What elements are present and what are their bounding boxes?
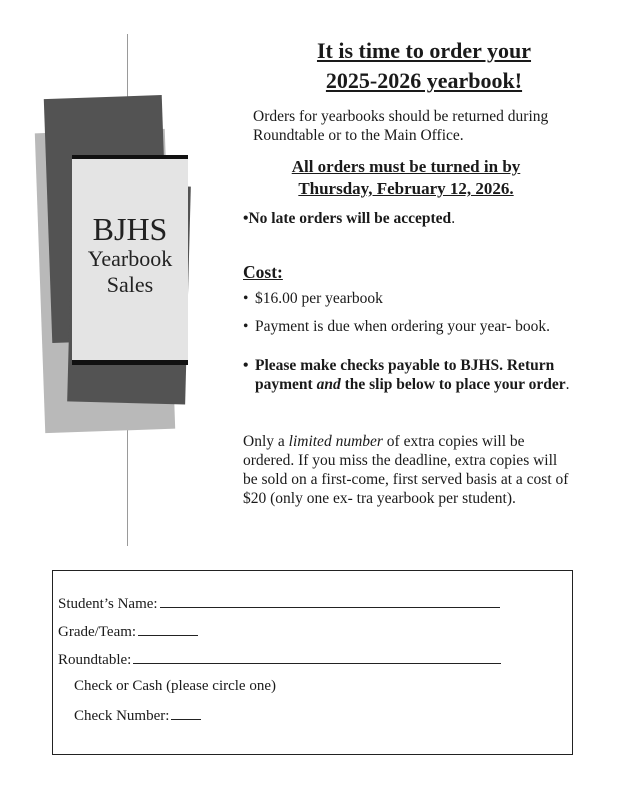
- intro-text: Orders for yearbooks should be returned during Roundtable or to the Main Office.: [253, 108, 549, 144]
- no-late-period: .: [451, 210, 456, 227]
- extra-copies-text: [243, 432, 573, 508]
- deadline-line-2: Thursday, February 12, 2026.: [298, 179, 514, 198]
- title-line-1: It is time to order your: [316, 38, 532, 63]
- cost-item-bullet: •: [243, 290, 249, 307]
- check-number-row: [74, 705, 201, 725]
- graphic-bar-bottom: [72, 360, 188, 365]
- cost-item-checks: [243, 356, 573, 394]
- check-number-label: Check Number:: [74, 708, 170, 724]
- title-line-2: 2025-2026 yearbook!: [325, 68, 523, 93]
- cost-item-bullet: •: [243, 357, 249, 374]
- no-late-text: No late orders will be accepted: [248, 210, 452, 227]
- roundtable-label: Roundtable:: [58, 652, 132, 668]
- graphic-line-yearbook: Yearbook: [87, 246, 173, 271]
- cost-item-payment: [243, 317, 573, 336]
- cost-heading: Cost:: [243, 262, 283, 282]
- graphic-bar-top: [72, 155, 188, 159]
- checks-period: .: [565, 376, 570, 393]
- checks-part-2: the slip below to place your order: [340, 376, 566, 393]
- roundtable-row: [58, 649, 501, 669]
- extra-italic: limited number: [288, 433, 383, 450]
- check-number-field[interactable]: [171, 705, 201, 720]
- deadline-notice: [246, 156, 566, 200]
- extra-part-2: of extra copies will be ordered. If you miss the deadline, extra copies will be sold on a first-come, first served basis at a cost of $20 (only one ex- tra yearbook per student).: [243, 433, 569, 507]
- student-name-label: Student’s Name:: [58, 596, 158, 612]
- cost-item-bullet: •: [243, 318, 249, 335]
- deadline-line-1: All orders must be turned in by: [291, 157, 521, 176]
- grade-team-label: Grade/Team:: [58, 624, 137, 640]
- order-slip: [52, 570, 573, 755]
- checks-and: and: [316, 376, 341, 393]
- student-name-field[interactable]: [160, 593, 500, 608]
- graphic-line-bjhs: BJHS: [92, 211, 168, 247]
- payment-method-row: [74, 677, 276, 695]
- cost-item-text: $16.00 per yearbook: [255, 290, 383, 307]
- roundtable-field[interactable]: [133, 649, 501, 664]
- grade-team-row: [58, 621, 198, 641]
- graphic-line-sales: Sales: [106, 272, 154, 297]
- no-late-bullet: •: [243, 210, 249, 227]
- extra-part-1: Only a: [243, 433, 289, 450]
- grade-team-field[interactable]: [138, 621, 198, 636]
- student-name-row: [58, 593, 500, 613]
- checks-text: [243, 356, 573, 394]
- payment-method-label: Check or Cash (please circle one): [74, 678, 276, 694]
- checks-part-1: Please make checks payable to BJHS. Return payment: [255, 357, 555, 393]
- cost-item-text: Payment is due when ordering your year- book.: [255, 318, 550, 335]
- no-late-orders: [243, 209, 455, 229]
- graphic-title: [72, 212, 188, 298]
- page-title: [236, 36, 612, 96]
- cost-item-price: [243, 289, 573, 308]
